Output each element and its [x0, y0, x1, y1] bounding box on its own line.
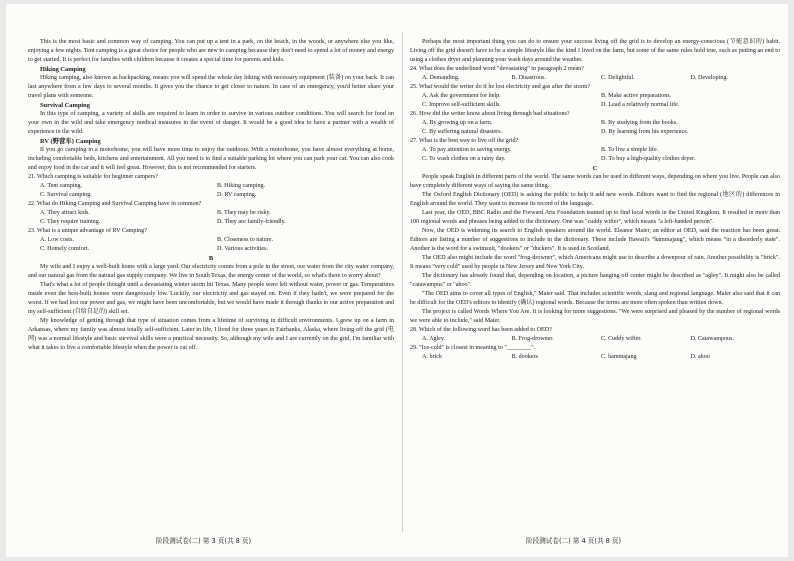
option: C. hammajang: [601, 354, 637, 360]
option: D. Lead a relatively normal life.: [601, 102, 680, 108]
option: D. Developing.: [690, 75, 728, 81]
heading-hiking-camping: Hiking Camping: [40, 66, 86, 73]
option: C. To wash clothes on a rainy day.: [422, 156, 506, 162]
page-3: [28, 38, 394, 550]
option: B. dookers: [511, 354, 538, 360]
option: C. Homely comfort.: [40, 246, 90, 252]
question-29-options: [410, 353, 780, 362]
option: A. To pay attention to saving energy.: [422, 147, 512, 153]
option: C. Delightful.: [601, 75, 635, 81]
option: D. Various activities.: [217, 246, 268, 252]
option: C. They require training.: [40, 219, 101, 225]
question-27: 27. What is the best way to live off the grid?: [410, 138, 519, 144]
question-22-options: [28, 209, 394, 227]
option: D. By learning from his experience.: [601, 129, 689, 135]
question-29: 29. "Ice-cold" is closest in meaning to "________".: [410, 345, 536, 351]
section-c-heading: C: [592, 165, 598, 172]
option: D. ahoo: [690, 354, 710, 360]
option: B. Frog-drowner.: [511, 336, 554, 342]
option: A. Low costs.: [40, 237, 74, 243]
question-27-options: [410, 146, 780, 164]
passage-b-paragraph-4: Perhaps the most important thing you can do to ensure your success living off the grid is to develop an energy-conscious (节能意识的) habit. Living off the grid doesn't have to be a simple lifestyle like the kind I lived on the farm, but some of the same rules hold true, such as putting an end to using a clothes dryer and planning your wash days around the weather.: [410, 39, 780, 63]
question-21-options: [28, 182, 394, 200]
option: B. Disastrous.: [511, 75, 546, 81]
option: D. RV camping.: [217, 192, 257, 198]
option: B. Closeness to nature.: [217, 237, 274, 243]
passage-c-paragraph-1: People speak English in different parts of the world. The same words can be used in different ways, depending on where you live. People can also have completely different ways of saying the same thing.: [410, 174, 780, 189]
passage-c-paragraph-5: The OED also might include the word "frog-drowner", which Americans might use to describe a downpour of rain. Another possibility is "brick". It means "very cold" used by people in New Jersey and New York City.: [410, 255, 780, 270]
section-b-heading: B: [208, 255, 214, 262]
page-4: [410, 38, 780, 550]
passage-b-paragraph-1: My wife and I enjoy a well-built home with a large yard. Our electricity comes from a pole in the street, our water from the city water company, and our natural gas from the natural gas supply company. We live in South Texas, the energy center of the world, so what's there to worry about?: [28, 264, 394, 279]
heading-survival-camping: Survival Camping: [40, 102, 90, 109]
question-23: 23. What is a unique advantage of RV Camping?: [28, 228, 147, 234]
option: D. To buy a high-quality clothes dryer.: [601, 156, 696, 162]
page-footer-4: 阶段测试卷(二) 第 4 页(共 8 页): [526, 537, 622, 545]
passage-c-paragraph-3: Last year, the OED, BBC Radio and the Forward Arts Foundation teamed up to find local words in the United Kingdom. It resulted in more than 100 regional words and phrases being added to the dictionary. One was "cuddy wifter", which means "a left-handed person".: [410, 210, 780, 225]
option: B. Make active preparations.: [601, 93, 672, 99]
heading-rv-camping: RV (野营车) Camping: [40, 138, 101, 145]
passage-b-paragraph-2: That's what a lot of people thought until a devastating winter storm hit Texas. Many people were left without water, power or gas. Temperatures inside even the best-built homes were dangerously low. Luckily, our electricity and gas stayed on. Even if they hadn't, we were prepared for the worst. If we had lost our power and gas, we might have been uncomfortable, but we would have made it through thanks to our active preparation and my self-sufficient (自给自足的) skill set.: [28, 282, 394, 315]
option: D. Catawampous.: [690, 336, 734, 342]
passage-c-paragraph-7: "The OED aims to cover all types of English," Maier said. That includes scientific words, slang and regional language. Maier also said that it can be difficult for the OED's editors to identify (确认) regional words. Because the terms are more often spoken than written down.: [410, 291, 780, 306]
page-divider: [402, 32, 403, 532]
page-footer-3: 阶段测试卷(二) 第 3 页(共 8 页): [156, 537, 252, 545]
option: C. Survival camping.: [40, 192, 92, 198]
option: D. They are family-friendly.: [217, 219, 286, 225]
passage-a-survival: In this type of camping, a variety of skills are required to learn in order to survive in various outdoor conditions. You will search for food on your own in the wild and take emergency medical measures in the event of danger. It would be a good idea to have a partner with a wealth of experience in the wild.: [28, 111, 394, 135]
passage-a-rv: If you go camping in a motorhome, you will have more time to enjoy the outdoors. With a motorhome, you have almost everything at home, including comfortable beds, kitchens and entertainment. All you need is to find a suitable parking lot where you can park your car. You can also cook and enjoy food in the car and it will feel great. However, this is not recommended for starters.: [28, 147, 394, 171]
question-25: 25. What would the writer do if he lost electricity and gas after the storm?: [410, 84, 591, 90]
question-26-options: [410, 119, 780, 137]
question-26: 26. How did the writer know about living through bad situations?: [410, 111, 570, 117]
passage-c-paragraph-4: Now, the OED is widening its search to English speakers around the world. Eleanor Maier, an editor at OED, said the reaction has been great. Editors are listing a number of suggestions to include in the dictionary. These include Hawaii's "hammajang", which means "in a disorderly state". Another is the word for a swimsuit, "dookers" or "duckers". It is used in Scotland.: [410, 228, 780, 252]
question-28: 28. Which of the following word has been added to OED?: [410, 327, 552, 333]
option: A. Agley.: [422, 336, 446, 342]
option: A. brick: [422, 354, 442, 360]
exam-sheet: [6, 4, 788, 557]
option: A. They attract kids.: [40, 210, 90, 216]
option: A. Demanding.: [422, 75, 460, 81]
option: B. Hiking camping.: [217, 183, 266, 189]
question-21: 21. Which camping is suitable for beginner campers?: [28, 174, 158, 180]
question-24-options: [410, 74, 780, 83]
option: A. By growing up on a farm.: [422, 120, 493, 126]
passage-a-intro: This is the most basic and common way of camping. You can put up a tent in a park, on the beach, in the woods, or anywhere else you like, enjoying a few nights. Tent camping is a great choice for people who are new to camping because they don't need to spend a lot of money and energy to get started. It is perfect for families with children because it creates a special time for parents and kids.: [28, 39, 394, 63]
option: C. By suffering natural disasters.: [422, 129, 503, 135]
passage-a-hiking: Hiking camping, also known as backpacking, means you will spend the whole day hiking with necessary equipment (装备) on your back. It can last anywhere from a few days to several months. It gives you the chance to get closer to nature. In case of an emergency, you'd better share your travel plans with someone.: [28, 75, 394, 99]
option: C. Cuddy wifter.: [601, 336, 642, 342]
passage-c-paragraph-2: The Oxford English Dictionary (OED) is asking the public to help it add new words. Editors want to find the regional (地区的) differences in English around the world. They want to increase its record of the language.: [410, 192, 780, 207]
option: A. Tent camping.: [40, 183, 83, 189]
question-23-options: [28, 236, 394, 254]
question-28-options: [410, 335, 780, 344]
question-25-options: [410, 92, 780, 110]
option: A. Ask the government for help.: [422, 93, 501, 99]
question-24: 24. What does the underlined word "devastating" in paragraph 2 mean?: [410, 66, 584, 72]
passage-c-paragraph-6: The dictionary has already found that, depending on location, a picture hanging off center might be described as "agley". It might also be called "catawampus" or "ahoo".: [410, 273, 780, 288]
question-22: 22. What do Hiking Camping and Survival Camping have in common?: [28, 201, 202, 207]
option: B. To live a simple life.: [601, 147, 659, 153]
option: B. They may be risky.: [217, 210, 271, 216]
passage-c-paragraph-8: The project is called Words Where You Are. It is looking for more suggestions. "We were surprised and pleased by the number of regional words we were able to include," said Maier.: [410, 309, 780, 324]
option: B. By studying from the books.: [601, 120, 678, 126]
option: C. Improve self-sufficient skills.: [422, 102, 501, 108]
passage-b-paragraph-3: My knowledge of getting through that type of situation comes from a lifetime of surviving in difficult environments. I grew up on a farm in Arkansas, where my family was almost totally self-sufficient. Later in life, I lived for three years in Fairbanks, Alaska, where living off the grid (电网) was a normal lifestyle and basic survival skills were a practical necessity. So, although my wife and I are currently on the grid, I'm familiar with what it takes to live a comfortable lifestyle when the power is cut off.: [28, 318, 394, 351]
